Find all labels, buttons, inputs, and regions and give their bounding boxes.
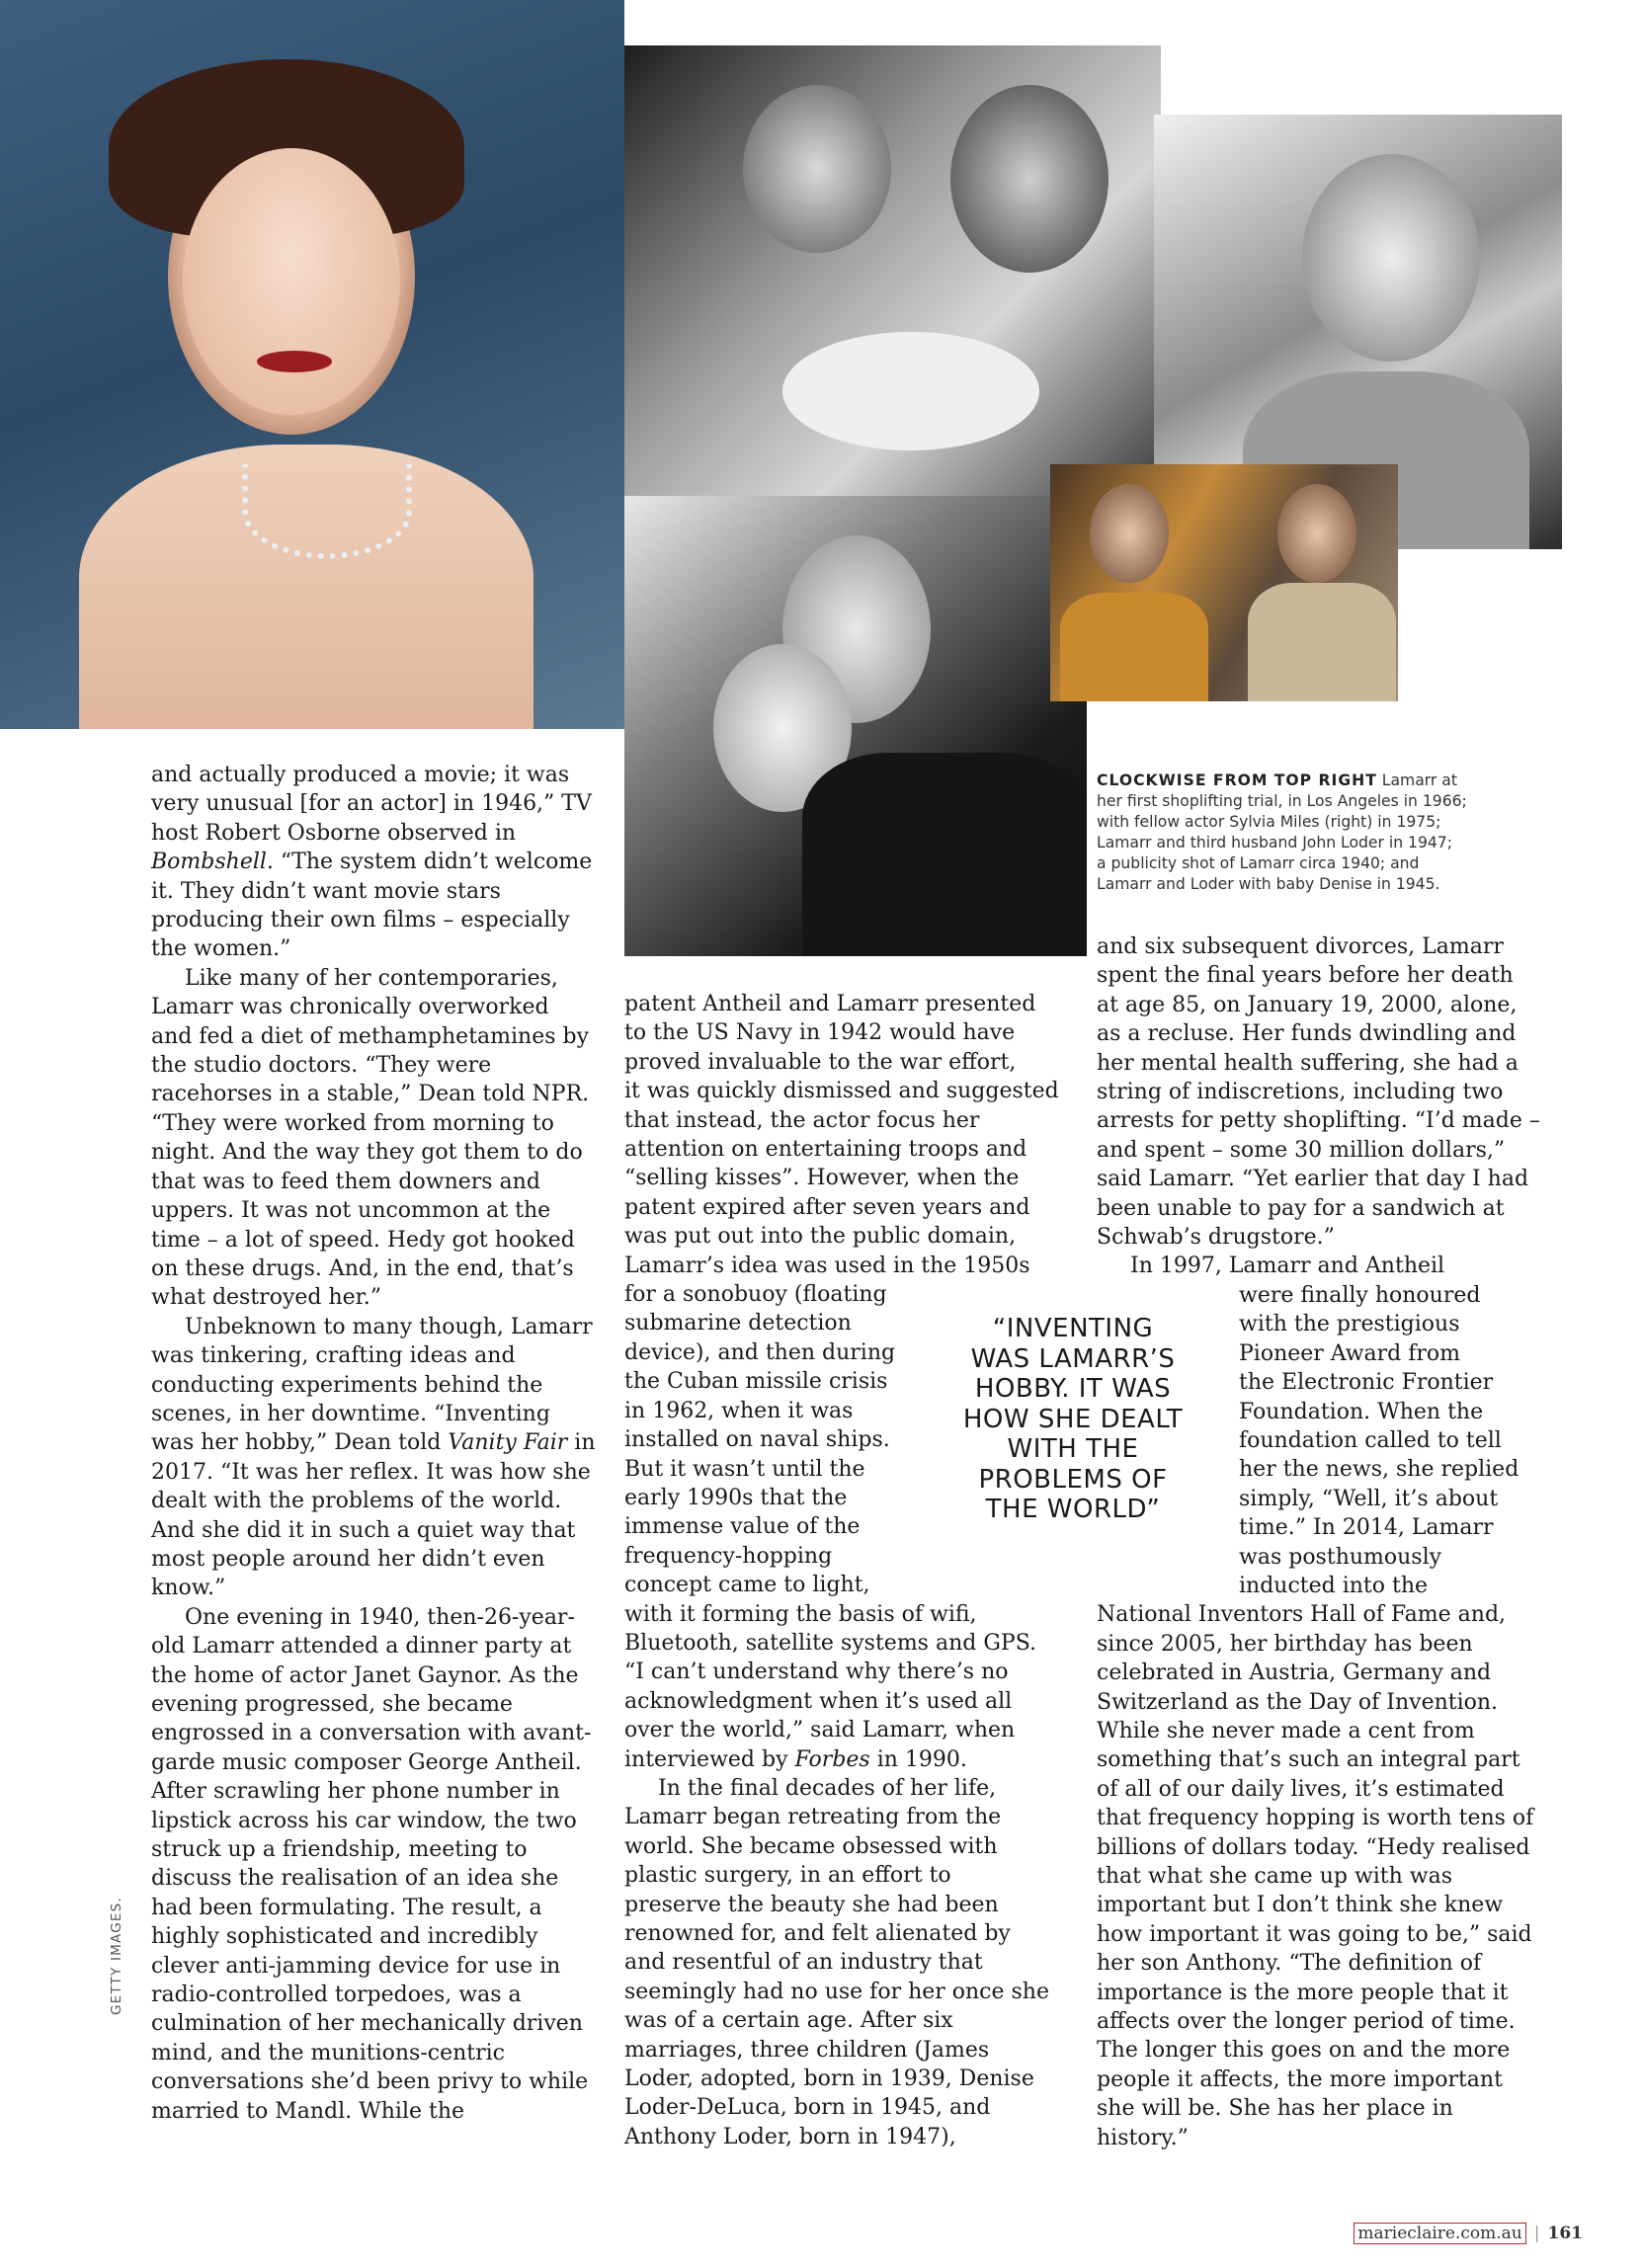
italic-title: Bombshell: [151, 850, 267, 875]
article-column-2: [624, 990, 1059, 2151]
italic-title: Vanity Fair: [448, 1430, 568, 1456]
caption-line: Lamarr at: [1376, 771, 1457, 789]
text-line: attention on entertaining troops and: [624, 1137, 1027, 1163]
caption-line: a publicity shot of Lamarr circa 1940; and: [1097, 854, 1420, 872]
text-line: time.” In 2014, Lamarr: [1239, 1515, 1494, 1541]
site-url[interactable]: marieclaire.com.au: [1354, 2223, 1525, 2244]
text-line: in 1962, when it was: [624, 1398, 854, 1423]
text-line: immense value of the: [624, 1514, 861, 1540]
text-line: patent Antheil and Lamarr presented: [624, 992, 1036, 1016]
italic-title: Forbes: [794, 1746, 870, 1772]
page-number: 161: [1547, 2224, 1583, 2243]
text-line: Pioneer Award from: [1239, 1340, 1461, 1366]
pull-quote-line: WAS LAMARR’S: [970, 1343, 1176, 1374]
text-line: Lamarr’s idea was used in the 1950s: [624, 1253, 1030, 1278]
text-line: with the prestigious: [1239, 1312, 1460, 1337]
column-2-top-lines: [624, 990, 1059, 1280]
article-column-3: [1097, 932, 1541, 2152]
text-line: But it wasn’t until the: [624, 1456, 865, 1482]
text-line: concept came to light,: [624, 1573, 870, 1598]
text-line: for a sonobuoy (floating: [624, 1282, 887, 1308]
caption-line: Lamarr and third husband John Loder in 1947;: [1097, 834, 1452, 851]
baby-denise-photo: [624, 45, 1161, 500]
text-line: “selling kisses”. However, when the: [624, 1166, 1020, 1191]
text-line: frequency-hopping: [624, 1543, 833, 1569]
text-line: patent expired after seven years and: [624, 1194, 1030, 1220]
text-line: to the US Navy in 1942 would have: [624, 1020, 1016, 1046]
paragraph: [151, 761, 596, 964]
text-line: were finally honoured: [1239, 1282, 1481, 1308]
paragraph: Like many of her contemporaries, Lamarr was chronically overworked and fed a diet of methamphetamines by the studio doctors. “They were racehorses in a stable,” Dean told NPR. “They were worked from morning to night. And the way they got them to do that was to feed them downers and uppers. It was not uncommon at the time – a lot of speed. Hedy got hooked on these drugs. And, in the end, that’s what destroyed her.”: [151, 965, 590, 1311]
text-line: was put out into the public domain,: [624, 1224, 1017, 1250]
article-column-1: [151, 761, 596, 2126]
text-run: Unbeknown to many though, Lamarr was tinkering, crafting ideas and conducting experiments behind the scenes, in her downtime. “Inventing was her hobby,” Dean told: [151, 1314, 593, 1456]
text-run: with it forming the basis of wifi, Bluetooth, satellite systems and GPS. “I can’t understand why there’s no acknowledgment when it’s used all over the world,” said Lamarr, when interviewed by: [624, 1601, 1036, 1772]
text-run: . “The system didn’t welcome it. They didn’t want movie stars producing their own films – especially the women.”: [151, 850, 593, 962]
paragraph: and six subsequent divorces, Lamarr spent the final years before her death at age 85, on January 19, 2000, alone, as a recluse. Her funds dwindling and her mental health suffering, she had a string of indiscretions, including two arrests for petty shoplifting. “I’d made – and spent – some 30 million dollars,” said Lamarr. “Yet earlier that day I had been unable to pay for a sandwich at Schwab’s drugstore.”: [1097, 934, 1540, 1251]
lamarr-loder-photo: [624, 496, 1087, 956]
caption-line: her first shoplifting trial, in Los Angeles in 1966;: [1097, 792, 1467, 810]
pull-quote-line: WITH THE: [1007, 1434, 1139, 1464]
photo-credit: GETTY IMAGES.: [109, 1897, 124, 2015]
text-line: device), and then during: [624, 1339, 896, 1365]
paragraph: [151, 1313, 596, 1603]
text-line: inducted into the: [1239, 1573, 1429, 1598]
text-line: proved invaluable to the war effort,: [624, 1049, 1017, 1075]
caption-line: with fellow actor Sylvia Miles (right) in 1975;: [1097, 813, 1441, 831]
paragraph: National Inventors Hall of Fame and, since 2005, her birthday has been celebrated in Austria, Germany and Switzerland as the Day of Invention. While she never made a cent from something that’s such an integral part of all of our daily lives, it’s estimated that frequency hopping is worth tens of billions of dollars today. “Hedy realised that what she came up with was important but I don’t think she knew how important it was going to be,” said her son Anthony. “The definition of importance is the more people that it affects over the longer period of time. The longer this goes on and the more people it affects, the more important she will be. She has her place in history.”: [1097, 1602, 1534, 2150]
text-line: the Electronic Frontier: [1239, 1370, 1494, 1396]
caption-lead: CLOCKWISE FROM TOP RIGHT: [1097, 771, 1377, 789]
pull-quote-line: THE WORLD”: [985, 1495, 1161, 1524]
text-line: submarine detection: [624, 1311, 852, 1336]
page-footer: [1354, 2224, 1583, 2243]
text-line: installed on naval ships.: [624, 1427, 890, 1453]
text-run: in 1990.: [869, 1746, 967, 1772]
footer-separator: |: [1533, 2224, 1540, 2243]
text-line: simply, “Well, it’s about: [1239, 1486, 1499, 1511]
text-line: foundation called to tell: [1239, 1427, 1502, 1453]
paragraph: In 1997, Lamarr and Antheil: [1130, 1254, 1445, 1279]
text-line: that instead, the actor focus her: [624, 1107, 980, 1133]
portrait-photo: [0, 0, 624, 729]
pull-quote-line: PROBLEMS OF: [978, 1464, 1168, 1495]
pull-quote-line: HOBBY. IT WAS: [974, 1374, 1172, 1404]
text-line: it was quickly dismissed and suggested: [624, 1079, 1059, 1104]
photo-caption: [1097, 770, 1512, 895]
text-line: her the news, she replied: [1239, 1457, 1519, 1483]
sylvia-miles-photo: [1050, 464, 1398, 701]
pull-quote-line: “INVENTING: [992, 1314, 1154, 1343]
column-3-narrow-lines: [1097, 1281, 1541, 1600]
paragraph: One evening in 1940, then-26-year-old Lamarr attended a dinner party at the home of actor Janet Gaynor. As the evening progressed, she became engrossed in a conversation with avant-garde music composer George Antheil. After scrawling her phone number in lipstick across his car window, the two struck up a friendship, meeting to discuss the realisation of an idea she had been formulating. The result, a highly sophisticated and incredibly clever anti-jamming device for use in radio-controlled torpedoes, was a culmination of her mechanically driven mind, and the munitions-centric conversations she’d been privy to while married to Mandl. While the: [151, 1604, 592, 2124]
text-line: Foundation. When the: [1239, 1399, 1484, 1424]
text-line: the Cuban missile crisis: [624, 1369, 888, 1395]
text-line: early 1990s that the: [624, 1485, 848, 1510]
text-run: in 2017. “It was her reflex. It was how she dealt with the problems of the world. And she did it in such a quiet way that most people around her didn’t even know.”: [151, 1430, 596, 1601]
text-run: and actually produced a movie; it was very unusual [for an actor] in 1946,” TV host Robert Osborne observed in: [151, 763, 592, 846]
text-line: was posthumously: [1239, 1544, 1442, 1570]
caption-line: Lamarr and Loder with baby Denise in 1945.: [1097, 875, 1440, 893]
paragraph: [624, 1600, 1049, 1774]
pull-quote-line: HOW SHE DEALT: [962, 1404, 1184, 1434]
paragraph: In the final decades of her life, Lamarr began retreating from the world. She became obsessed with plastic surgery, in an effort to preserve the beauty she had been renowned for, and felt alienated by and resentful of an industry that seemingly had no use for her once she was of a certain age. After six marriages, three children (James Loder, adopted, born in 1939, Denise Loder-DeLuca, born in 1945, and Anthony Loder, born in 1947),: [624, 1775, 1049, 2149]
